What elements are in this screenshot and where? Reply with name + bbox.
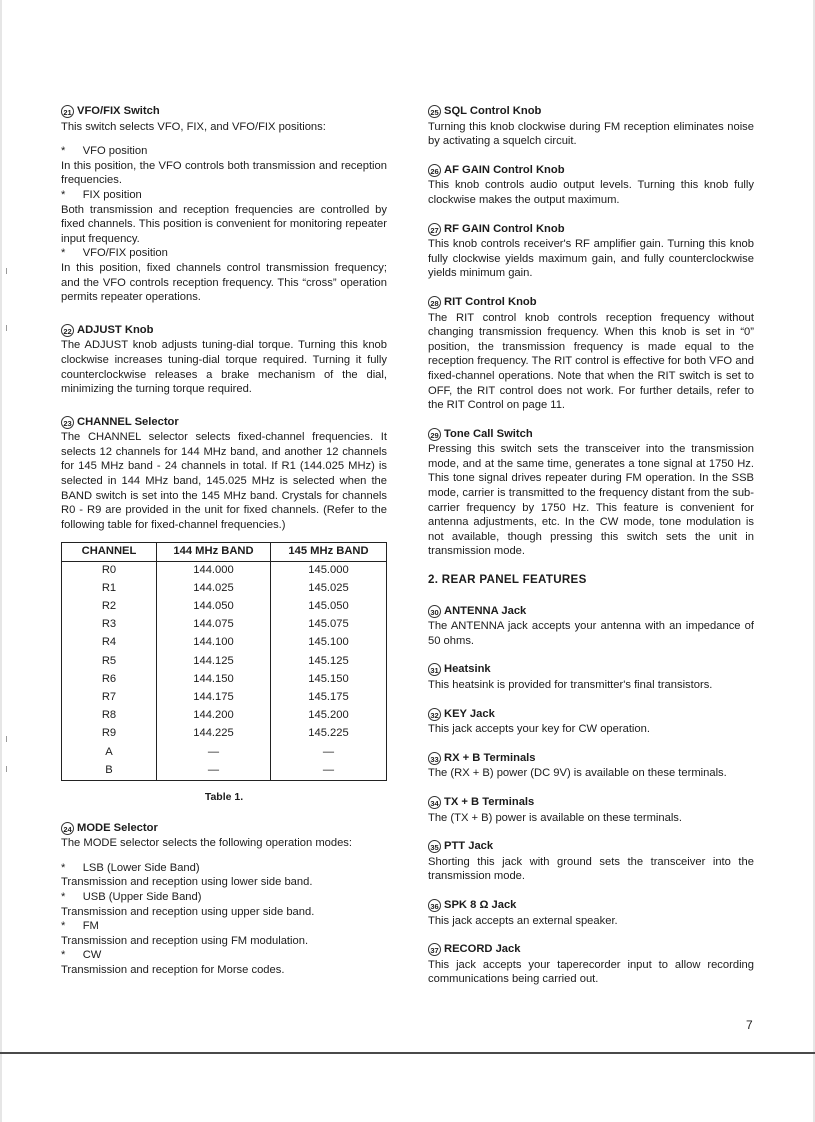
table-cell: 145.025 <box>271 580 387 598</box>
table-cell: R4 <box>62 634 157 652</box>
option-label: * FIX position <box>61 188 387 203</box>
section-title: RECORD Jack <box>444 943 521 956</box>
column-header: CHANNEL <box>62 543 157 561</box>
option-label: * USB (Upper Side Band) <box>61 890 387 905</box>
option-list <box>61 144 387 305</box>
section-text: The ADJUST knob adjusts tuning-dial torque. Turning this knob clockwise increases tuning-dial torque required. Turning it fully counterclockwise releases a brake mechanism of the dial, minimizing the turning torque required. <box>61 339 387 396</box>
section-spk-jack <box>428 898 754 928</box>
section-text: Pressing this switch sets the transceiver into the transmission mode, and at the same time, generates a tone signal at 1750 Hz. This tone signal drives repeater during FM operation. In the SSB mode, carrier is transmitted to the frequency distant from the sub-carrier frequency by 1750 Hz. This feature is convenient for antenna adjustments, etc. In the CW mode, tone modulation is not available, though pressing this switch sets the unit in transmission mode. <box>428 443 754 558</box>
section-text: This heatsink is provided for transmitter's final transistors. <box>428 679 713 691</box>
section-adjust-knob <box>61 323 387 397</box>
table-row <box>62 561 387 580</box>
item-number-badge: 27 <box>428 223 441 236</box>
item-number-badge: 23 <box>61 416 74 429</box>
right-column <box>428 104 754 1001</box>
option-label: * CW <box>61 948 387 963</box>
option-label: * VFO/FIX position <box>61 246 387 261</box>
table-cell: 145.175 <box>271 689 387 707</box>
table-caption: Table 1. <box>204 791 244 804</box>
section-channel-selector <box>61 415 387 805</box>
scan-mark <box>6 766 7 772</box>
scan-mark <box>6 268 7 274</box>
section-text: The ANTENNA jack accepts your antenna with an impedance of 50 ohms. <box>428 620 754 647</box>
table-cell: — <box>157 744 271 762</box>
section-heatsink <box>428 662 754 692</box>
section-text: This knob controls audio output levels. Turning this knob fully clockwise makes the output maximum. <box>428 179 754 206</box>
section-tone-call-switch <box>428 427 754 559</box>
column-header: 145 MHz BAND <box>271 543 387 561</box>
table-cell: 145.125 <box>271 653 387 671</box>
section-title: Tone Call Switch <box>444 427 533 440</box>
table-row <box>62 744 387 762</box>
section-text: This knob controls receiver's RF amplifier gain. Turning this knob fully clockwise yields maximum gain, and fully counterclockwise yields minimum gain. <box>428 238 754 280</box>
item-number-badge: 28 <box>428 296 441 309</box>
option-text: Transmission and reception using FM modulation. <box>61 934 309 947</box>
table-cell: 144.000 <box>157 561 271 580</box>
table-cell: — <box>271 762 387 781</box>
section-rit-control-knob <box>428 295 754 413</box>
section-text: The RIT control knob controls reception frequency without changing transmission frequency. When this knob is set in “0” position, the transmission frequency is made equal to the reception frequency. The RIT control is effective for both VFO and fixed-channel operations. Note that when the RIT switch is set to OFF, the RIT control does not work. For further details, refer to the RIT Control on page 11. <box>428 311 754 412</box>
section-heading <box>61 323 387 338</box>
section-text: This jack accepts your key for CW operation. <box>428 723 650 736</box>
table-cell: — <box>271 744 387 762</box>
table-cell: R5 <box>62 653 157 671</box>
table-body <box>62 561 387 780</box>
option-label: * LSB (Lower Side Band) <box>61 861 387 876</box>
option-text: Transmission and reception for Morse codes. <box>61 964 285 977</box>
scan-edge-left <box>0 0 2 1122</box>
table-cell: R2 <box>62 598 157 616</box>
column-header: 144 MHz BAND <box>157 543 271 561</box>
section-af-gain-control-knob <box>428 163 754 208</box>
item-number-badge: 36 <box>428 899 441 912</box>
scan-mark <box>6 736 7 742</box>
section-record-jack <box>428 942 754 987</box>
table-cell: 144.225 <box>157 725 271 743</box>
table-cell: 145.150 <box>271 671 387 689</box>
table-cell: R0 <box>62 561 157 580</box>
item-number-badge: 37 <box>428 943 441 956</box>
section-title: Heatsink <box>444 663 491 676</box>
item-number-badge: 33 <box>428 752 441 765</box>
scan-mark <box>6 325 7 331</box>
section-title: PTT Jack <box>444 840 494 853</box>
section-tx-b-terminals <box>428 795 754 825</box>
section-text: The (TX + B) power is available on these terminals. <box>428 811 683 824</box>
item-number-badge: 35 <box>428 840 441 853</box>
section-text: This jack accepts an external speaker. <box>428 914 618 927</box>
section-title: SQL Control Knob <box>444 105 542 117</box>
table-row <box>62 616 387 634</box>
table-cell: R9 <box>62 725 157 743</box>
option-text: Both transmission and reception frequencies are controlled by fixed channels. This position is convenient for monitoring repeater input frequency. <box>61 203 387 245</box>
rear-panel-heading: 2. REAR PANEL FEATURES <box>428 573 587 587</box>
section-title: RX + B Terminals <box>444 751 536 764</box>
table-cell: R1 <box>62 580 157 598</box>
section-title: RIT Control Knob <box>444 295 537 308</box>
table-header-row <box>62 543 387 561</box>
table-cell: 144.050 <box>157 598 271 616</box>
option-text: In this position, the VFO controls both transmission and reception frequencies. <box>61 159 387 187</box>
section-heading <box>61 104 387 119</box>
section-title: SPK 8 Ω Jack <box>444 898 517 911</box>
option-label: * FM <box>61 919 387 934</box>
section-title: RF GAIN Control Knob <box>444 222 565 235</box>
table-cell: R6 <box>62 671 157 689</box>
section-vfo-fix-switch <box>61 104 387 305</box>
table-row <box>62 598 387 616</box>
table-cell: 145.000 <box>271 561 387 580</box>
section-title: TX + B Terminals <box>444 795 535 808</box>
page-number: 7 <box>746 1018 753 1032</box>
table-cell: 145.050 <box>271 598 387 616</box>
table-cell: 144.100 <box>157 634 271 652</box>
section-antenna-jack <box>428 604 754 649</box>
table-row <box>62 725 387 743</box>
section-title: CHANNEL Selector <box>77 415 179 428</box>
section-rx-b-terminals <box>428 751 754 781</box>
section-title: AF GAIN Control Knob <box>444 163 565 176</box>
table-cell: 144.025 <box>157 580 271 598</box>
option-list <box>61 861 387 978</box>
table-row <box>62 671 387 689</box>
option-label: * VFO position <box>61 144 387 159</box>
bottom-rule <box>0 1052 815 1054</box>
table-cell: 144.175 <box>157 689 271 707</box>
table-cell: 145.200 <box>271 707 387 725</box>
channel-table <box>61 542 387 781</box>
section-text: The CHANNEL selector selects fixed-channel frequencies. It selects 12 channels for 144 MHz band, and another 12 channels for 145 MHz band - 24 channels in total. If R1 (144.025 MHz) is selected in 144 MHz band, 145.025 MHz is selected when the BAND switch is set into the 145 MHz band. Crystals for channels R0 - R9 are provided in the unit for fixed channels. (Refer to the following table for fixed-channel frequencies.) <box>61 431 387 531</box>
table-cell: B <box>62 762 157 781</box>
item-number-badge: 24 <box>61 822 74 835</box>
item-number-badge: 22 <box>61 324 74 337</box>
table-row <box>62 762 387 781</box>
list-item <box>61 188 387 246</box>
table-cell: A <box>62 744 157 762</box>
list-item <box>61 246 387 304</box>
item-number-badge: 34 <box>428 796 441 809</box>
list-item <box>61 861 387 890</box>
item-number-badge: 29 <box>428 428 441 441</box>
list-item <box>61 890 387 919</box>
section-text: This jack accepts your taperecorder input to allow recording communications being carried out. <box>428 958 754 986</box>
section-title: VFO/FIX Switch <box>77 105 160 117</box>
section-title: MODE Selector <box>77 821 158 834</box>
table-cell: 144.200 <box>157 707 271 725</box>
list-item <box>61 948 387 977</box>
item-number-badge: 32 <box>428 708 441 721</box>
table-cell: 144.125 <box>157 653 271 671</box>
section-title: ADJUST Knob <box>77 323 154 336</box>
section-title: KEY Jack <box>444 707 495 720</box>
table-cell: 144.075 <box>157 616 271 634</box>
table-cell: R8 <box>62 707 157 725</box>
section-heading <box>61 821 387 836</box>
item-number-badge: 21 <box>61 105 74 118</box>
section-text: Turning this knob clockwise during FM reception eliminates noise by activating a squelch circuit. <box>428 120 754 148</box>
table-cell: 145.100 <box>271 634 387 652</box>
section-mode-selector <box>61 821 387 978</box>
list-item <box>61 919 387 948</box>
item-number-badge: 26 <box>428 164 441 177</box>
section-intro: The MODE selector selects the following operation modes: <box>61 837 353 850</box>
table-row <box>62 707 387 725</box>
section-text: Shorting this jack with ground sets the transceiver into the transmission mode. <box>428 855 754 883</box>
section-text: The (RX + B) power (DC 9V) is available on these terminals. <box>428 767 727 780</box>
option-text: In this position, fixed channels control transmission frequency; and the VFO controls reception frequency. This “cross” operation permits repeater operations. <box>61 261 387 304</box>
section-title: ANTENNA Jack <box>444 604 527 617</box>
table-row <box>62 653 387 671</box>
section-heading <box>61 415 387 430</box>
table-cell: R7 <box>62 689 157 707</box>
section-key-jack <box>428 707 754 737</box>
section-sql-control-knob <box>428 104 754 149</box>
item-number-badge: 31 <box>428 663 441 676</box>
table-cell: 145.075 <box>271 616 387 634</box>
option-text: Transmission and reception using lower side band. <box>61 876 313 889</box>
left-column <box>61 104 387 992</box>
section-intro: This switch selects VFO, FIX, and VFO/FIX positions: <box>61 120 326 133</box>
section-rf-gain-control-knob <box>428 222 754 281</box>
table-row <box>62 580 387 598</box>
table-row <box>62 634 387 652</box>
table-cell: R3 <box>62 616 157 634</box>
table-cell: 145.225 <box>271 725 387 743</box>
table-cell: 144.150 <box>157 671 271 689</box>
item-number-badge: 30 <box>428 605 441 618</box>
option-text: Transmission and reception using upper side band. <box>61 905 315 918</box>
section-ptt-jack <box>428 839 754 884</box>
list-item <box>61 144 387 188</box>
item-number-badge: 25 <box>428 105 441 118</box>
table-cell: — <box>157 762 271 781</box>
table-row <box>62 689 387 707</box>
